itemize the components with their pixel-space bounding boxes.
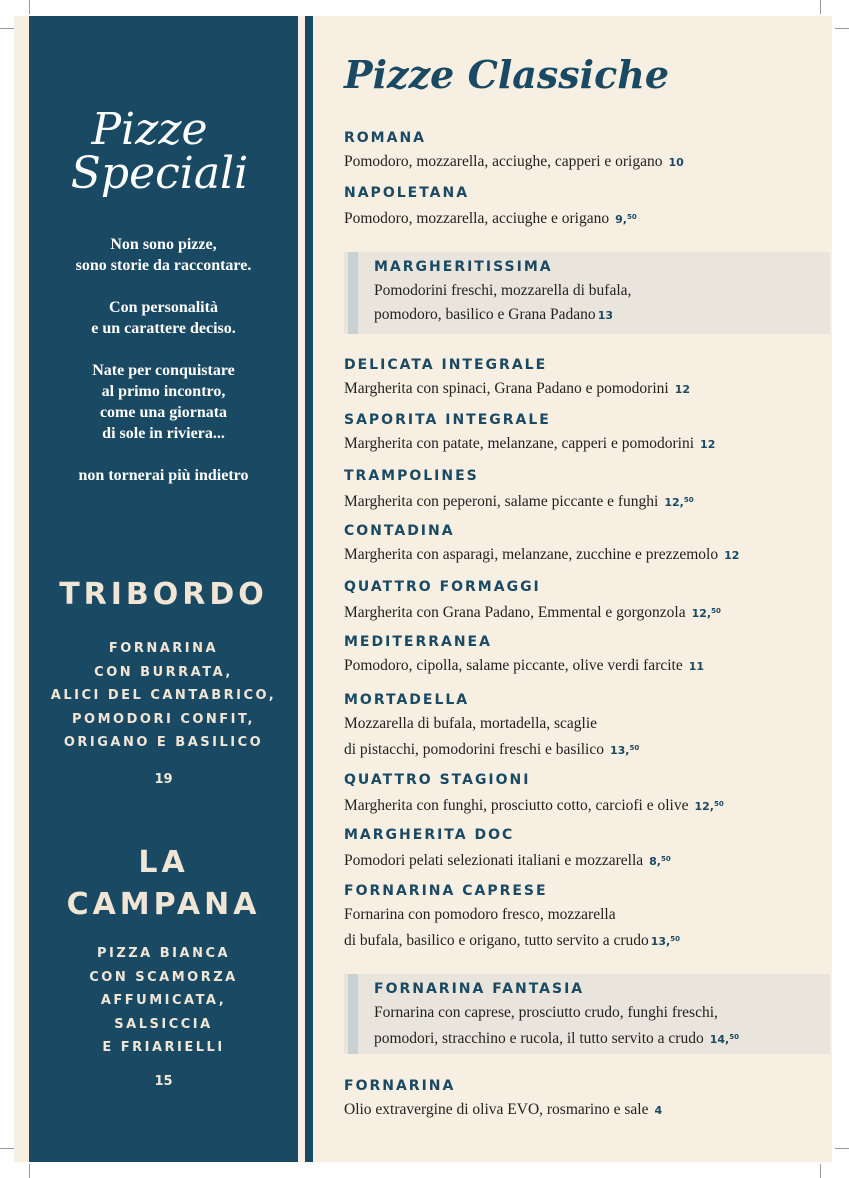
menu-item: [344, 466, 814, 515]
item-name: MEDITERRANEA: [344, 634, 492, 650]
menu-item: [344, 690, 814, 763]
crop-mark: [29, 1164, 30, 1178]
item-description: Pomodoro, mozzarella, acciughe, capperi e origano: [344, 153, 663, 170]
menu-item: [344, 355, 814, 402]
item-name: QUATTRO FORMAGGI: [344, 579, 541, 595]
item-description-line2: pomodori, stracchino e rucola, il tutto servito a crudo: [374, 1030, 704, 1047]
special-name-tribordo: TRIBORDO: [59, 577, 268, 612]
menu-item: [344, 128, 814, 175]
item-name: QUATTRO STAGIONI: [344, 772, 531, 788]
item-price-cents: 50: [660, 855, 671, 863]
crop-mark: [0, 1148, 14, 1149]
crop-mark: [835, 1148, 849, 1149]
special-price-tribordo: 19: [154, 772, 173, 787]
crop-mark: [835, 28, 849, 29]
specials-title: [29, 104, 298, 199]
item-name: SAPORITA INTEGRALE: [344, 412, 551, 428]
special-name-la-campana-line2: CAMPANA: [66, 887, 261, 922]
item-name: FORNARINA FANTASIA: [374, 981, 585, 997]
item-description: Margherita con asparagi, melanzane, zucchine e prezzemolo: [344, 546, 719, 563]
specials-title-line1: Pizze: [91, 104, 208, 155]
item-description: Margherita con spinaci, Grana Padano e pomodorini: [344, 380, 669, 397]
item-name: CONTADINA: [344, 523, 455, 539]
highlight-bar: [348, 252, 358, 334]
menu-item: [344, 825, 814, 874]
item-name: DELICATA INTEGRALE: [344, 357, 548, 373]
item-price: 12,: [664, 496, 684, 509]
classics-title: Pizze Classiche: [344, 52, 670, 97]
crop-mark: [29, 0, 30, 14]
item-price-cents: 50: [729, 1033, 739, 1041]
item-price: 8,: [649, 855, 661, 868]
item-description-line1: Fornarina con pomodoro fresco, mozzarella: [344, 906, 616, 923]
column-divider: [305, 16, 313, 1162]
menu-item: [344, 521, 814, 568]
item-price: 12,: [694, 800, 714, 813]
intro-paragraph: Con personalità e un carattere deciso.: [91, 299, 236, 337]
menu-item: [344, 1076, 814, 1123]
item-price-cents: 50: [711, 607, 721, 615]
special-description-tribordo: FORNARINA CON BURRATA, ALICI DEL CANTABRICO, POMODORI CONFIT, ORIGANO E BASILICO: [50, 641, 277, 750]
highlight-box: [344, 974, 830, 1054]
item-name: FORNARINA: [344, 1078, 456, 1094]
item-price-cents: 50: [629, 744, 640, 752]
item-description: Pomodori pelati selezionati italiani e mozzarella: [344, 852, 644, 869]
item-description: Margherita con patate, melanzane, capperi e pomodorini: [344, 435, 695, 452]
item-price-cents: 50: [670, 935, 680, 943]
menu-item: [344, 770, 814, 819]
intro-paragraph: Non sono pizze, sono storie da raccontare.: [75, 236, 252, 274]
item-price: 12: [724, 549, 740, 562]
item-name: ROMANA: [344, 130, 426, 146]
item-price: 14,: [709, 1033, 730, 1046]
item-price-cents: 50: [626, 213, 637, 221]
item-description-line2: di pistacchi, pomodorini freschi e basilico: [344, 741, 604, 758]
crop-mark: [820, 0, 821, 14]
item-name: MORTADELLA: [344, 692, 470, 708]
crop-mark: [0, 28, 14, 29]
item-price: 11: [688, 660, 705, 673]
item-description: Margherita con funghi, prosciutto cotto, carciofi e olive: [344, 797, 689, 814]
item-price: 12: [674, 383, 691, 396]
item-description: Margherita con peperoni, salame piccante e funghi: [344, 493, 659, 510]
intro-paragraph: Nate per conquistare al primo incontro, come una giornata di sole in riviera...: [92, 362, 235, 442]
item-description-line1: Mozzarella di bufala, mortadella, scaglie: [344, 715, 598, 732]
special-description-la-campana: PIZZA BIANCA CON SCAMORZA AFFUMICATA, SALSICCIA E FRIARIELLI: [89, 946, 238, 1055]
item-name: FORNARINA CAPRESE: [344, 883, 548, 899]
specials-intro: [29, 234, 298, 507]
item-description: Pomodoro, cipolla, salame piccante, olive verdi farcite: [344, 657, 683, 674]
menu-item: [344, 577, 814, 626]
highlight-box: [344, 252, 830, 334]
item-price: 12,: [691, 607, 712, 620]
menu-item: [344, 632, 814, 679]
item-description: Margherita con Grana Padano, Emmental e gorgonzola: [344, 604, 686, 621]
item-price-cents: 50: [683, 496, 694, 504]
item-price: 13,: [610, 744, 630, 757]
item-description-line1: Pomodorini freschi, mozzarella di bufala,: [374, 282, 632, 299]
specials-sidebar: [29, 16, 298, 1162]
item-description-line1: Fornarina con caprese, prosciutto crudo, funghi freschi,: [374, 1004, 718, 1021]
item-description: Pomodoro, mozzarella, acciughe e origano: [344, 210, 610, 227]
item-name: MARGHERITA DOC: [344, 827, 515, 843]
item-price: 12: [700, 438, 716, 451]
item-description-line2: pomodoro, basilico e Grana Padano: [374, 306, 596, 323]
intro-paragraph: non tornerai più indietro: [78, 467, 249, 484]
item-price: 10: [668, 156, 684, 169]
item-description: Olio extravergine di oliva EVO, rosmarino e sale: [344, 1101, 649, 1118]
item-price: 13,: [650, 935, 671, 948]
menu-item: [344, 183, 814, 232]
specials-title-line2: Speciali: [70, 148, 249, 199]
special-name-la-campana-line1: LA: [138, 845, 189, 880]
item-name: NAPOLETANA: [344, 185, 470, 201]
item-name: MARGHERITISSIMA: [374, 259, 553, 275]
item-price: 4: [654, 1104, 663, 1117]
menu-item: [344, 410, 814, 457]
item-price: 9,: [615, 213, 627, 226]
highlight-bar: [348, 974, 358, 1054]
item-price-cents: 50: [713, 800, 724, 808]
special-price-la-campana: 15: [154, 1074, 173, 1089]
item-price: 13: [597, 309, 613, 322]
menu-item: [344, 881, 814, 954]
item-name: TRAMPOLINES: [344, 468, 479, 484]
item-description-line2: di bufala, basilico e origano, tutto servito a crudo: [344, 932, 649, 949]
crop-mark: [820, 1164, 821, 1178]
